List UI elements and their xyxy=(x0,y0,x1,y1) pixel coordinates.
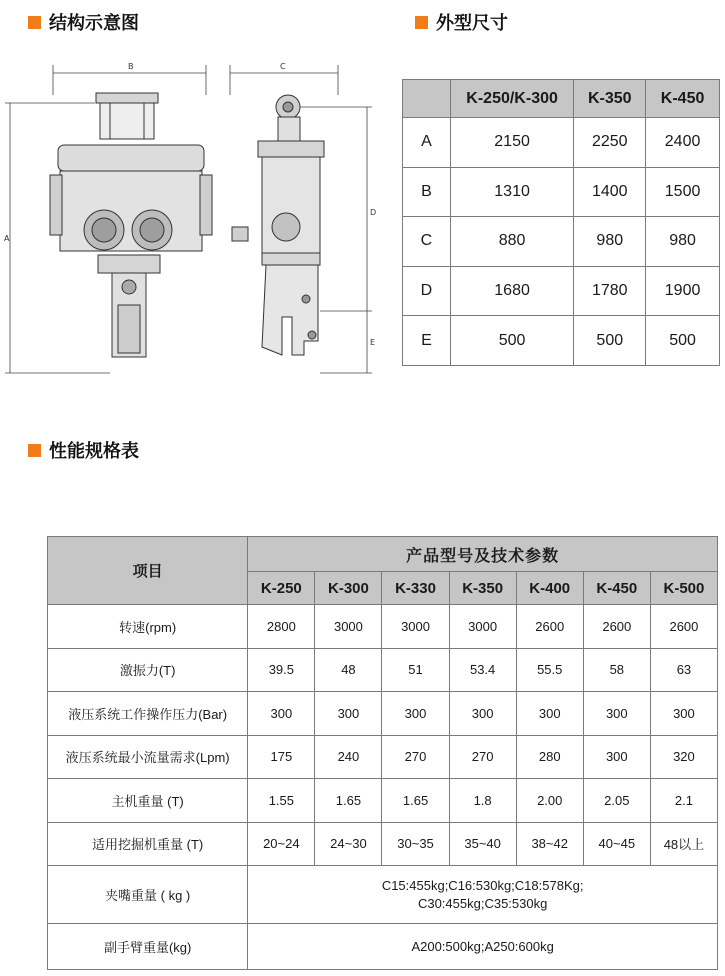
dimension-value: 2150 xyxy=(450,118,574,168)
dimension-value: 1500 xyxy=(646,167,720,217)
spec-value: 270 xyxy=(382,735,449,779)
dimension-table-header: K-350 xyxy=(574,80,646,118)
dimension-value: 2250 xyxy=(574,118,646,168)
spec-value: 300 xyxy=(583,735,650,779)
spec-value: 2600 xyxy=(650,605,717,649)
table-row xyxy=(48,692,718,736)
section-title-structure-text: 结构示意图 xyxy=(49,13,139,34)
dimension-label-d: D xyxy=(370,208,377,217)
spec-value: 300 xyxy=(449,692,516,736)
table-row xyxy=(48,866,718,924)
dimension-value: 980 xyxy=(646,217,720,267)
dimension-label: B xyxy=(403,167,451,217)
dimension-value: 880 xyxy=(450,217,574,267)
dimension-value: 1680 xyxy=(450,266,574,316)
spec-value: 2.05 xyxy=(583,779,650,823)
dimension-value: 1310 xyxy=(450,167,574,217)
spec-value: 24~30 xyxy=(315,822,382,866)
spec-value: 35~40 xyxy=(449,822,516,866)
table-row xyxy=(403,217,720,267)
arm-weight-value: A200:500kg;A250:600kg xyxy=(248,924,718,970)
spec-label: 主机重量 (T) xyxy=(48,779,248,823)
spec-value: 20~24 xyxy=(248,822,315,866)
spec-value: 51 xyxy=(382,648,449,692)
spec-value: 280 xyxy=(516,735,583,779)
spec-value: 1.55 xyxy=(248,779,315,823)
spec-value: 175 xyxy=(248,735,315,779)
spec-value: 1.8 xyxy=(449,779,516,823)
section-title-performance-text: 性能规格表 xyxy=(49,441,139,462)
spec-value: 2.00 xyxy=(516,779,583,823)
dimension-label-a: A xyxy=(4,234,10,243)
dimension-label: D xyxy=(403,266,451,316)
item-header: 项目 xyxy=(48,537,248,605)
spec-value: 2600 xyxy=(516,605,583,649)
spec-value: 300 xyxy=(382,692,449,736)
model-header: K-500 xyxy=(650,572,717,605)
table-row xyxy=(403,167,720,217)
table-row xyxy=(48,779,718,823)
model-header: K-350 xyxy=(449,572,516,605)
model-header: K-250 xyxy=(248,572,315,605)
dimension-value: 980 xyxy=(574,217,646,267)
dimension-value: 500 xyxy=(450,316,574,366)
performance-table-group-row xyxy=(48,537,718,572)
dimension-value: 500 xyxy=(646,316,720,366)
model-header: K-400 xyxy=(516,572,583,605)
dimension-label-c: C xyxy=(280,62,286,71)
structure-diagram xyxy=(0,55,395,385)
dimension-label: C xyxy=(403,217,451,267)
section-title-structure xyxy=(28,9,139,35)
dimension-label: A xyxy=(403,118,451,168)
dimension-table-header-row xyxy=(403,80,720,118)
model-group-header: 产品型号及技术参数 xyxy=(248,537,718,572)
table-row xyxy=(48,735,718,779)
spec-value: 300 xyxy=(516,692,583,736)
dimension-label: E xyxy=(403,316,451,366)
dimension-value: 1900 xyxy=(646,266,720,316)
dimension-table xyxy=(402,79,720,366)
dimension-value: 2400 xyxy=(646,118,720,168)
spec-value: 40~45 xyxy=(583,822,650,866)
table-row xyxy=(403,118,720,168)
table-row xyxy=(403,316,720,366)
spec-value: 53.4 xyxy=(449,648,516,692)
dimension-value: 500 xyxy=(574,316,646,366)
dimension-table-corner xyxy=(403,80,451,118)
dimension-value: 1780 xyxy=(574,266,646,316)
spec-value: 300 xyxy=(315,692,382,736)
spec-label: 液压系统最小流量需求(Lpm) xyxy=(48,735,248,779)
spec-value: 1.65 xyxy=(382,779,449,823)
title-marker-icon xyxy=(28,444,41,457)
spec-value: 2600 xyxy=(583,605,650,649)
spec-value: 300 xyxy=(248,692,315,736)
section-title-dimensions-text: 外型尺寸 xyxy=(436,13,508,34)
clamp-weight-value xyxy=(248,866,718,924)
spec-value: 3000 xyxy=(382,605,449,649)
model-header: K-300 xyxy=(315,572,382,605)
spec-label: 转速(rpm) xyxy=(48,605,248,649)
spec-value: 55.5 xyxy=(516,648,583,692)
spec-value: 300 xyxy=(650,692,717,736)
table-row xyxy=(48,822,718,866)
title-marker-icon xyxy=(415,16,428,29)
spec-value: 1.65 xyxy=(315,779,382,823)
spec-value: 2800 xyxy=(248,605,315,649)
spec-value: 2.1 xyxy=(650,779,717,823)
spec-label: 激振力(T) xyxy=(48,648,248,692)
dimension-table-header: K-250/K-300 xyxy=(450,80,574,118)
spec-value: 30~35 xyxy=(382,822,449,866)
spec-value: 38~42 xyxy=(516,822,583,866)
table-row xyxy=(48,605,718,649)
section-title-performance xyxy=(28,437,139,463)
dimension-label-b: B xyxy=(128,62,134,71)
spec-label: 液压系统工作操作压力(Bar) xyxy=(48,692,248,736)
table-row xyxy=(48,924,718,970)
title-marker-icon xyxy=(28,16,41,29)
dimension-label-e: E xyxy=(370,338,376,347)
table-row xyxy=(48,648,718,692)
spec-value: 3000 xyxy=(449,605,516,649)
spec-value: 270 xyxy=(449,735,516,779)
clamp-weight-line-2: C30:455kg;C35:530kg xyxy=(417,895,548,911)
spec-value: 48以上 xyxy=(650,822,717,866)
model-header: K-450 xyxy=(583,572,650,605)
spec-value: 39.5 xyxy=(248,648,315,692)
performance-table xyxy=(47,536,718,970)
spec-label: 副手臂重量(kg) xyxy=(48,924,248,970)
clamp-weight-line-1: C15:455kg;C16:530kg;C18:578Kg; xyxy=(381,877,584,893)
spec-label: 夹嘴重量 ( kg ) xyxy=(48,866,248,924)
table-row xyxy=(403,266,720,316)
dimension-value: 1400 xyxy=(574,167,646,217)
spec-value: 300 xyxy=(583,692,650,736)
dimension-table-header: K-450 xyxy=(646,80,720,118)
spec-value: 3000 xyxy=(315,605,382,649)
model-header: K-330 xyxy=(382,572,449,605)
spec-value: 58 xyxy=(583,648,650,692)
spec-value: 48 xyxy=(315,648,382,692)
spec-value: 63 xyxy=(650,648,717,692)
spec-value: 240 xyxy=(315,735,382,779)
spec-value: 320 xyxy=(650,735,717,779)
section-title-dimensions xyxy=(415,9,508,35)
spec-label: 适用挖掘机重量 (T) xyxy=(48,822,248,866)
